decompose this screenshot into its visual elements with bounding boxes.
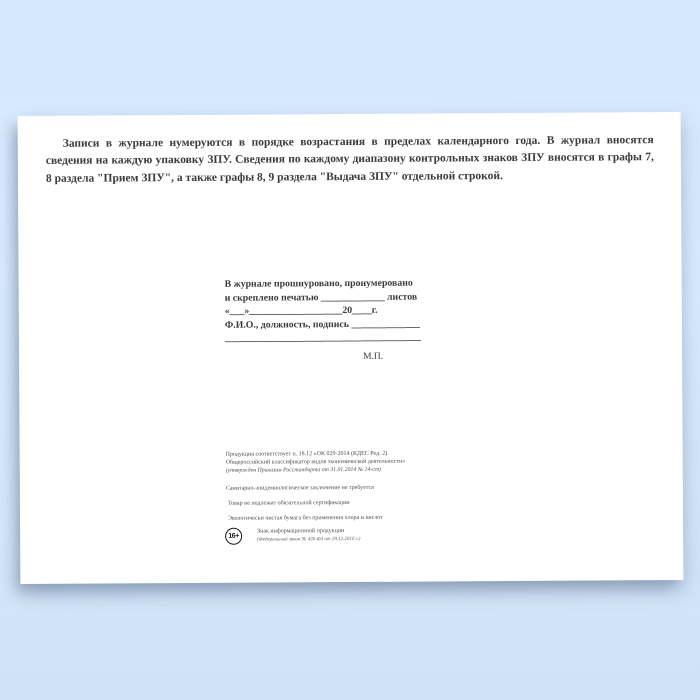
document-page — [18, 112, 684, 584]
binding-line: Ф.И.О., должность, подпись ______________ — [224, 318, 420, 331]
journal-rules-paragraph: Записи в журнале нумеруются в порядке возрастания в пределах календарного года. В журнал вносятся сведения на каждую упаковку ЗПУ. Сведения по каждому диапазону контрольных знаков ЗПУ вносятся в графы 7, 8 раздела "Прием ЗПУ", а также графы 8, 9 раздела "Выдача ЗПУ" отдельной строкой. — [45, 134, 654, 185]
certification-note: Товар не подлежит обязательной сертификации — [227, 500, 350, 507]
age-rating-label: Знак информационной продукции — [257, 528, 345, 535]
binding-line: В журнале прошнуровано, пронумеровано — [224, 277, 413, 290]
age-rating-caption — [257, 528, 360, 544]
age-rating-law-reference: (Федеральный закон № 436-ФЗ от 29.12.2010 г.) — [257, 536, 361, 543]
binding-line: и скреплено печатью _____________ листов — [224, 291, 418, 304]
binding-line: «___»___________________20____г. — [224, 304, 378, 317]
binding-line: ________________________________________ — [224, 331, 421, 344]
compliance-order-reference: (утвержден Приказом Росстандарта от 31.01.2014 № 14-ст) — [225, 466, 382, 474]
age-rating-16plus-icon: 16+ — [225, 528, 242, 545]
binding-certification-block — [225, 277, 426, 365]
compliance-line: Продукция соответствует п. 18.12 «ОК 029-2014 (КДЕС Ред. 2). — [225, 450, 389, 458]
age-rating-row — [225, 527, 360, 545]
seal-place-abbreviation: М.П. — [363, 351, 384, 362]
compliance-line: Общероссийский классификатор видов экономической деятельности» — [225, 458, 406, 466]
eco-paper-note: Экологически чистая бумага без применения хлора и кислот — [228, 514, 383, 522]
sanitary-note: Санитарно-эпидемиологическое заключение не требуется — [225, 484, 374, 492]
compliance-note — [226, 450, 406, 475]
